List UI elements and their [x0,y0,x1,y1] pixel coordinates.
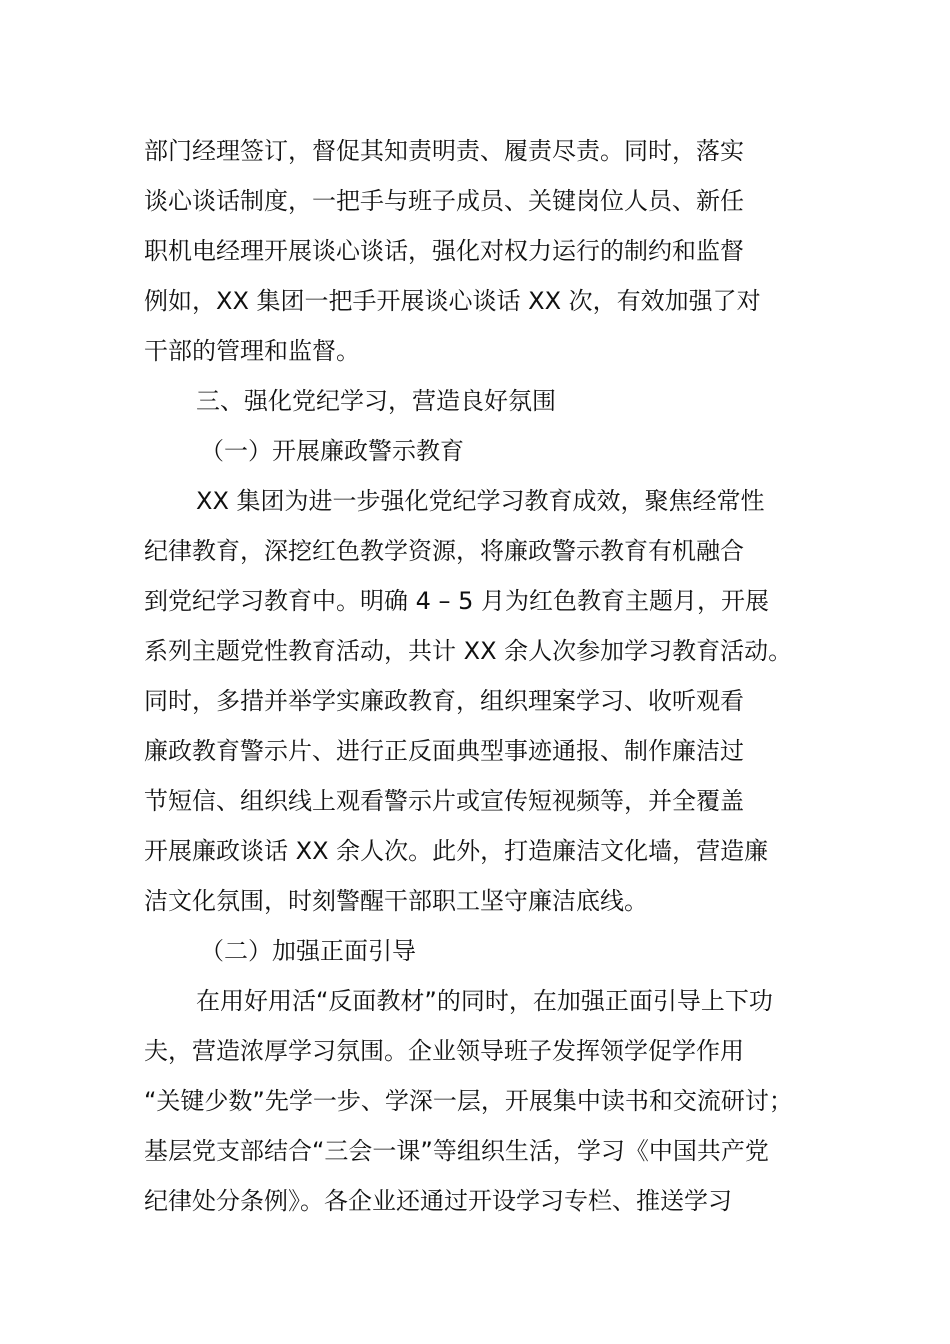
paragraph-line: 干部的管理和监督。 [144,337,360,365]
paragraph-line: 基层党支部结合“三会一课”等组织生活，学习《中国共产党 [144,1137,769,1165]
paragraph-line: 纪律教育，深挖红色教学资源，将廉政警示教育有机融合 [144,537,744,565]
paragraph-line: 部门经理签订，督促其知责明责、履责尽责。同时，落实 [144,137,744,165]
subsection-heading: （二）加强正面引导 [200,937,416,965]
paragraph-line: XX 集团为进一步强化党纪学习教育成效，聚焦经常性 [196,487,765,515]
paragraph-line: 到党纪学习教育中。明确 4 – 5 月为红色教育主题月，开展 [144,587,770,615]
paragraph-line: 节短信、组织线上观看警示片或宣传短视频等，并全覆盖 [144,787,744,815]
section-heading: 三、强化党纪学习，营造良好氛围 [196,387,556,415]
paragraph-line: 例如，XX 集团一把手开展谈心谈话 XX 次，有效加强了对 [144,287,761,315]
paragraph-line: 系列主题党性教育活动，共计 XX 余人次参加学习教育活动。 [144,637,793,665]
paragraph-line: 洁文化氛围，时刻警醒干部职工坚守廉洁底线。 [144,887,648,915]
paragraph-line: 廉政教育警示片、进行正反面典型事迹通报、制作廉洁过 [144,737,744,765]
paragraph-line: 谈心谈话制度，一把手与班子成员、关键岗位人员、新任 [144,187,744,215]
paragraph-line: “关键少数”先学一步、学深一层，开展集中读书和交流研讨； [144,1087,793,1115]
paragraph-line: 在用好用活“反面教材”的同时，在加强正面引导上下功 [196,987,773,1015]
paragraph-line: 纪律处分条例》。各企业还通过开设学习专栏、推送学习 [144,1187,732,1215]
paragraph-line: 职机电经理开展谈心谈话，强化对权力运行的制约和监督 [144,237,744,265]
document-body [144,126,834,1226]
paragraph-line: 同时，多措并举学实廉政教育，组织理案学习、收听观看 [144,687,744,715]
paragraph-line: 夫，营造浓厚学习氛围。企业领导班子发挥领学促学作用 [144,1037,744,1065]
subsection-heading: （一）开展廉政警示教育 [200,437,464,465]
paragraph-line: 开展廉政谈话 XX 余人次。此外，打造廉洁文化墙，营造廉 [144,837,769,865]
